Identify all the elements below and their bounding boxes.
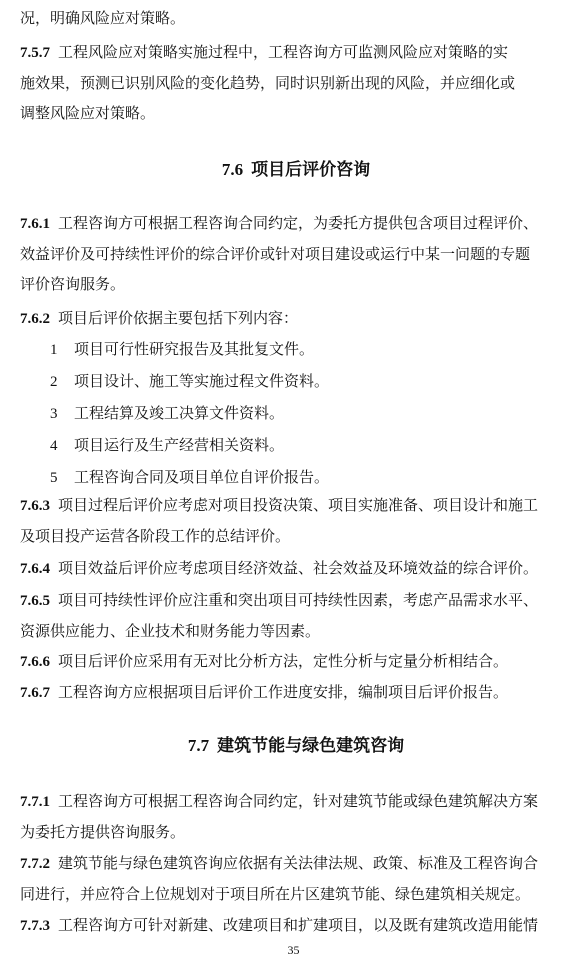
text-line: 调整风险应对策略。 — [20, 104, 156, 122]
clause-7-7-3 — [20, 910, 572, 941]
text-line: 评价咨询服务。 — [20, 275, 126, 293]
text-line: 工程咨询方可根据工程咨询合同约定，为委托方提供包含项目过程评价、 — [58, 214, 539, 232]
text-line: 工程咨询方可针对新建、改建项目和扩建项目，以及既有建筑改造用能情 — [58, 916, 539, 934]
clause-number: 7.5.7 — [20, 45, 50, 61]
text-line: 施效果，预测已识别风险的变化趋势，同时识别新出现的风险，并应细化或 — [20, 74, 516, 92]
text-line: 工程咨询方应根据项目后评价工作进度安排，编制项目后评价报告。 — [58, 683, 509, 701]
clause-7-6-4 — [20, 553, 572, 584]
text-line: 资源供应能力、企业技术和财务能力等因素。 — [20, 622, 321, 640]
clause-number: 7.6.6 — [20, 654, 50, 670]
text-line: 工程咨询方可根据工程咨询合同约定，针对建筑节能或绿色建筑解决方案 — [58, 792, 539, 810]
clause-7-6-7 — [20, 677, 572, 708]
clause-7-7-2 — [20, 848, 572, 909]
paragraph-intro — [20, 3, 572, 33]
text-line: 为委托方提供咨询服务。 — [20, 823, 186, 841]
clause-7-7-1 — [20, 786, 572, 847]
clause-7-5-7 — [20, 37, 572, 128]
list-item: 3 工程结算及竣工决算文件资料。 — [50, 404, 285, 422]
text-line: 项目可持续性评价应注重和突出项目可持续性因素，考虑产品需求水平、 — [58, 591, 539, 609]
clause-number: 7.6.4 — [20, 561, 50, 577]
text-line: 工程风险应对策略实施过程中，工程咨询方可监测风险应对策略的实 — [58, 43, 509, 61]
list-item: 1 项目可行性研究报告及其批复文件。 — [50, 340, 315, 358]
page-number: 35 — [287, 943, 300, 957]
list-item: 4 项目运行及生产经营相关资料。 — [50, 436, 285, 454]
list-7-6-2 — [20, 334, 572, 494]
text-line: 效益评价及可持续性评价的综合评价或针对项目建设或运行中某一问题的专题 — [20, 245, 531, 263]
section-heading-7-7 — [20, 731, 572, 761]
clause-number: 7.7.2 — [20, 856, 50, 872]
list-item: 2 项目设计、施工等实施过程文件资料。 — [50, 372, 330, 390]
section-number: 7.6 — [221, 160, 244, 179]
text-line: 项目后评价依据主要包括下列内容： — [58, 309, 299, 327]
text-line: 建筑节能与绿色建筑咨询应依据有关法律法规、政策、标准及工程咨询合 — [58, 854, 539, 872]
clause-number: 7.6.1 — [20, 216, 50, 232]
clause-7-6-2 — [20, 303, 572, 334]
clause-number: 7.6.3 — [20, 498, 50, 514]
clause-7-6-3 — [20, 490, 572, 551]
text-line: 同进行，并应符合上位规划对于项目所在片区建筑节能、绿色建筑相关规定。 — [20, 885, 531, 903]
text-line: 项目过程后评价应考虑对项目投资决策、项目实施准备、项目设计和施工 — [58, 496, 539, 514]
text-line: 况，明确风险应对策略。 — [20, 9, 186, 27]
clause-number: 7.6.5 — [20, 593, 50, 609]
list-item: 5 工程咨询合同及项目单位自评价报告。 — [50, 468, 330, 486]
text-line: 项目效益后评价应考虑项目经济效益、社会效益及环境效益的综合评价。 — [58, 559, 539, 577]
clause-7-6-6 — [20, 646, 572, 677]
section-heading-7-6 — [20, 155, 572, 185]
clause-number: 7.6.7 — [20, 685, 50, 701]
text-line: 及项目投产运营各阶段工作的总结评价。 — [20, 527, 291, 545]
text-line: 项目后评价应采用有无对比分析方法，定性分析与定量分析相结合。 — [58, 652, 509, 670]
clause-number: 7.7.1 — [20, 794, 50, 810]
section-title: 项目后评价咨询 — [251, 160, 371, 180]
section-number: 7.7 — [187, 736, 210, 755]
clause-7-6-5 — [20, 585, 572, 646]
clause-7-6-1 — [20, 208, 572, 299]
section-title: 建筑节能与绿色建筑咨询 — [217, 736, 405, 756]
clause-number: 7.6.2 — [20, 311, 50, 327]
clause-number: 7.7.3 — [20, 918, 50, 934]
